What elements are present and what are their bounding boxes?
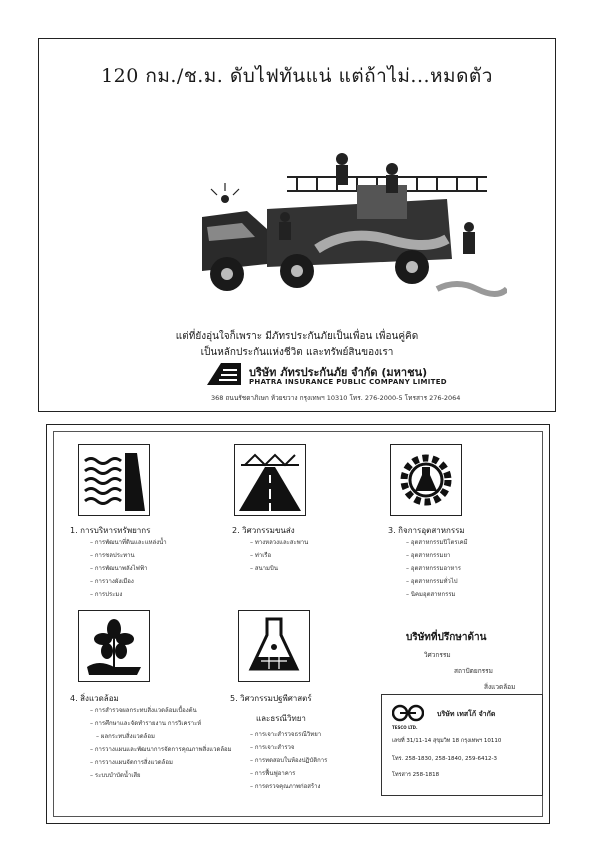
tesco-fax: โทรสาร 258-1818 — [392, 772, 440, 778]
list-item: – การสำรวจผลกระทบสิ่งแวดล้อมเบื้องต้น — [90, 704, 232, 717]
industry-gear-icon — [390, 444, 462, 516]
tesco-company-name: บริษัท เทสโก้ จำกัด — [437, 710, 496, 718]
tesco-logo-text: TESCO LTD. — [392, 725, 418, 730]
ad-headline: 120 กม./ช.ม. ดับไฟทันแน่ แต่ถ้าไม่...หมดตัว — [101, 65, 493, 87]
list-item: – ระบบบำบัดน้ำเสีย — [90, 769, 232, 782]
category-list — [90, 704, 232, 782]
plant-hand-icon — [78, 610, 150, 682]
list-item: – การตรวจคุณภาพก่อสร้าง — [250, 780, 327, 793]
water-dam-icon — [78, 444, 150, 516]
lab-flask-icon — [238, 610, 310, 682]
list-item: – ทางหลวงและสะพาน — [250, 536, 308, 549]
tesco-contact-box — [381, 694, 543, 796]
list-item: – ท่าเรือ — [250, 549, 308, 562]
category-title: 4. สิ่งแวดล้อม — [70, 694, 119, 703]
list-item: – การเจาะสำรวจธรณีวิทยา — [250, 728, 327, 741]
company-signature — [179, 361, 479, 401]
list-item: – อุตสาหกรรมปิโตรเคมี — [406, 536, 468, 549]
tesco-logo-icon — [392, 703, 424, 723]
list-item: – การวางแผนจัดการสิ่งแวดล้อม — [90, 756, 232, 769]
tesco-phone: โทร. 258-1830, 258-1840, 259-6412-3 — [392, 756, 497, 762]
list-item: – การประมง — [90, 588, 167, 601]
ad-body-line: แต่ที่ยังอุ่นใจก็เพราะ มีภัทรประกันภัยเป็นเพื่อน เพื่อนคู่คิด — [175, 331, 419, 342]
consulting-heading: บริษัทที่ปรึกษาด้าน — [406, 632, 487, 643]
category-subtitle: และธรณีวิทยา — [256, 714, 306, 723]
ad-inner-frame — [53, 431, 543, 817]
list-item: – การทดสอบในห้องปฏิบัติการ — [250, 754, 327, 767]
company-name-thai: บริษัท ภัทรประกันภัย จำกัด (มหาชน) — [249, 366, 428, 379]
category-list — [406, 536, 468, 601]
company-name-english: PHATRA INSURANCE PUBLIC COMPANY LIMITED — [249, 378, 447, 386]
category-title: 1. การบริหารทรัพยากร — [70, 526, 151, 535]
fire-truck-illustration — [147, 139, 507, 319]
list-item: – ผลกระทบสิ่งแวดล้อม — [90, 730, 232, 743]
list-item: – การพัฒนาพลังไฟฟ้า — [90, 562, 167, 575]
list-item: – การวางแผนและพัฒนาการจัดการคุณภาพสิ่งแวดล้อม — [90, 743, 232, 756]
category-list — [250, 728, 327, 793]
list-item: – นิคมอุตสาหกรรม — [406, 588, 468, 601]
list-item: – การพัฒนาที่ดินและแหล่งน้ำ — [90, 536, 167, 549]
category-list — [250, 536, 308, 575]
consulting-area: สถาปัตยกรรม — [454, 667, 493, 675]
consulting-area: สิ่งแวดล้อม — [484, 683, 516, 691]
list-item: – อุตสาหกรรมอาหาร — [406, 562, 468, 575]
phatra-insurance-ad — [38, 38, 556, 412]
list-item: – การเจาะสำรวจ — [250, 741, 327, 754]
ad-body-text — [39, 329, 555, 361]
list-item: – สนามบิน — [250, 562, 308, 575]
list-item: – การฟื้นฟูอาคาร — [250, 767, 327, 780]
list-item: – การศึกษาและจัดทำรายงาน การวิเคราะห์ — [90, 717, 232, 730]
consulting-area: วิศวกรรม — [424, 651, 451, 659]
ad-body-line: เป็นหลักประกันแห่งชีวิต และทรัพย์สินของเรา — [200, 347, 394, 358]
list-item: – การวางผังเมือง — [90, 575, 167, 588]
list-item: – อุตสาหกรรมยา — [406, 549, 468, 562]
category-title: 5. วิศวกรรมปฐพีศาสตร์ — [230, 694, 312, 703]
list-item: – อุตสาหกรรมทั่วไป — [406, 575, 468, 588]
highway-icon — [234, 444, 306, 516]
phatra-logo-icon — [207, 363, 241, 385]
tesco-address: เลขที่ 31/11-14 สุขุมวิท 18 กรุงเทพฯ 10110 — [392, 738, 502, 744]
category-title: 2. วิศวกรรมขนส่ง — [232, 526, 295, 535]
tesco-consulting-ad — [46, 424, 550, 824]
category-list — [90, 536, 167, 601]
category-title: 3. กิจการอุตสาหกรรม — [388, 526, 465, 535]
company-address: 368 ถนนรัชดาภิเษก ห้วยขวาง กรุงเทพฯ 10310 โทร. 276-2000-5 โทรสาร 276-2064 — [211, 394, 461, 402]
list-item: – การชลประทาน — [90, 549, 167, 562]
